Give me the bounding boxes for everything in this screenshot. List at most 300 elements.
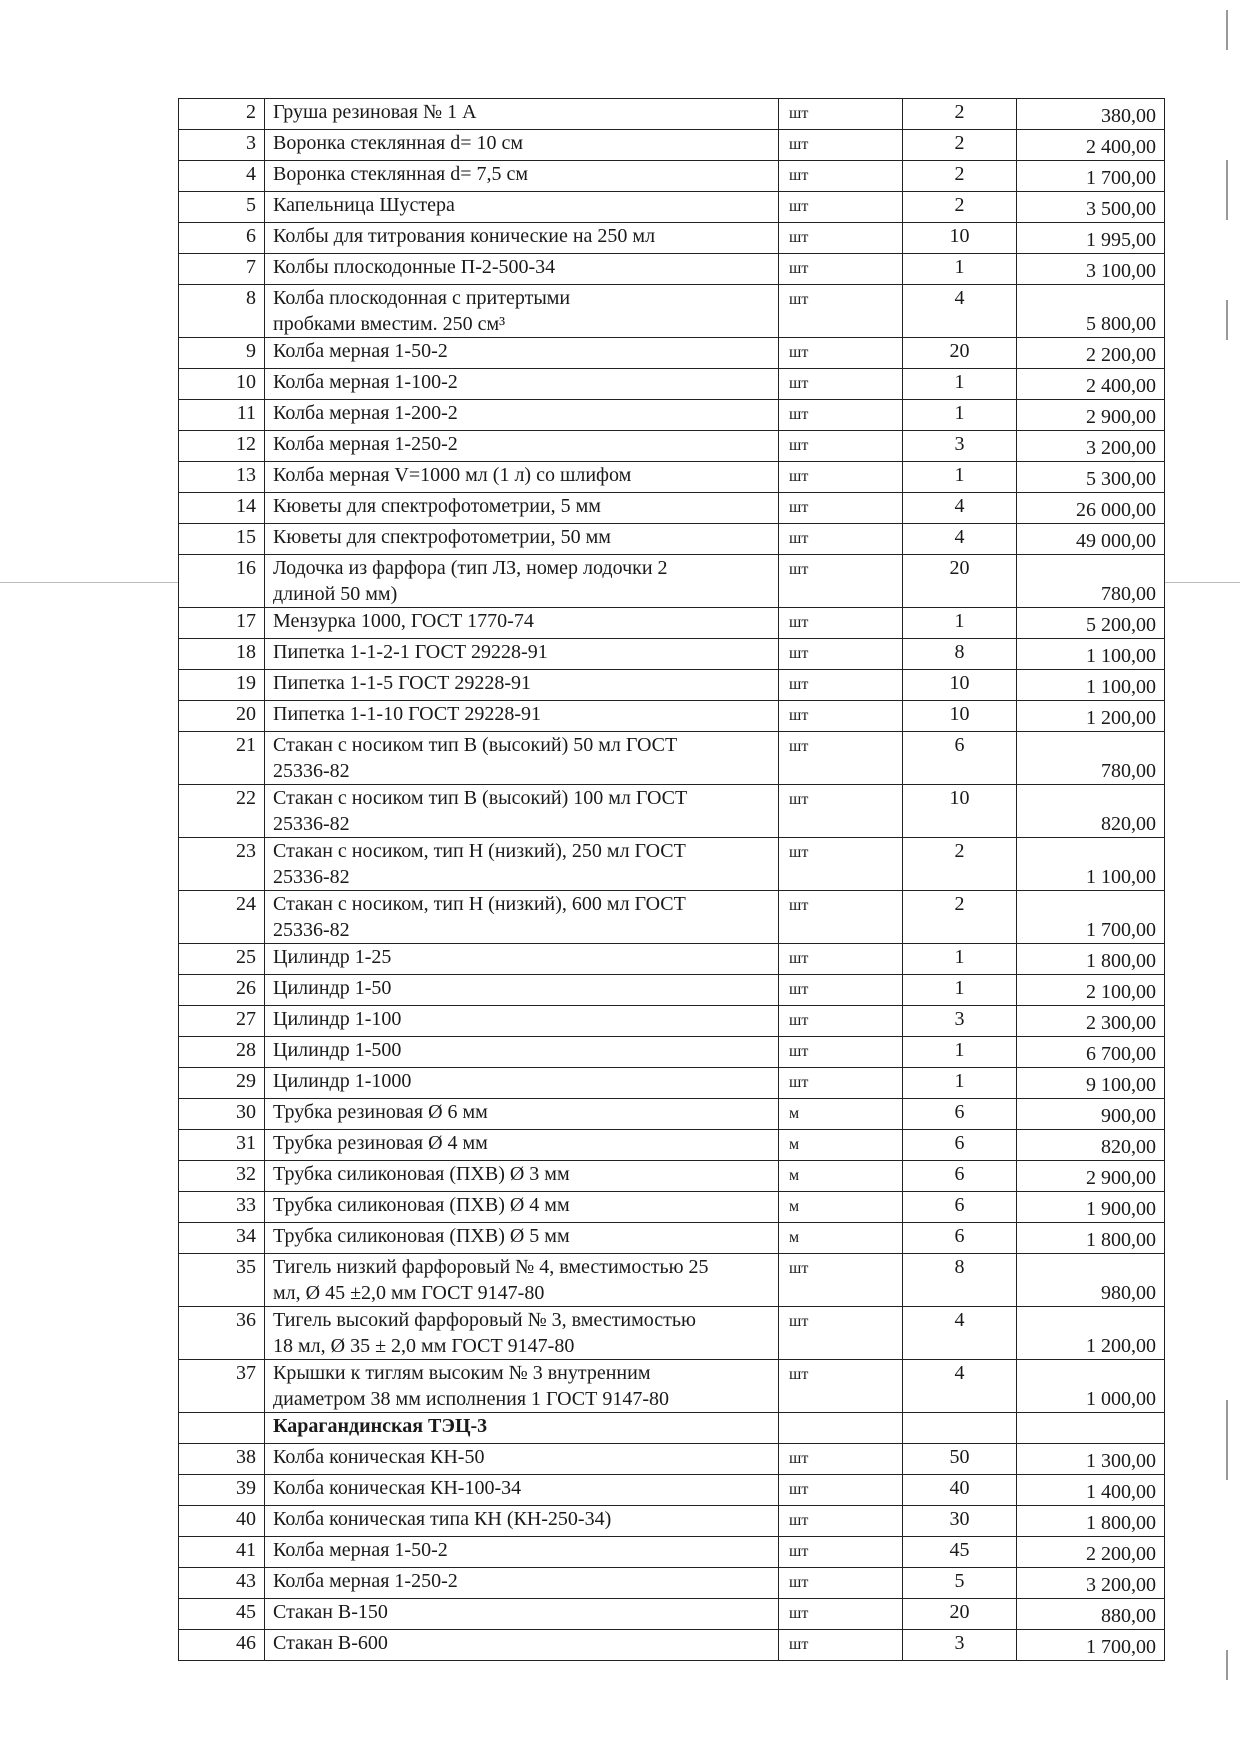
unit-cell: шт <box>779 1475 903 1506</box>
items-table-body <box>179 99 1165 1661</box>
item-name-line: Колба мерная 1-250-2 <box>273 433 458 455</box>
row-number: 30 <box>179 1099 265 1130</box>
price-cell: 2 400,00 <box>1017 369 1165 400</box>
quantity-cell: 2 <box>903 99 1017 130</box>
unit-cell: шт <box>779 1307 903 1360</box>
row-number: 25 <box>179 944 265 975</box>
row-number: 7 <box>179 254 265 285</box>
table-row <box>179 493 1165 524</box>
row-number: 15 <box>179 524 265 555</box>
quantity-cell: 1 <box>903 254 1017 285</box>
item-name-line: 25336-82 <box>273 760 350 782</box>
row-number: 22 <box>179 785 265 838</box>
table-row <box>179 1068 1165 1099</box>
row-number: 6 <box>179 223 265 254</box>
table-row <box>179 732 1165 785</box>
item-name-line: Пипетка 1-1-5 ГОСТ 29228-91 <box>273 672 532 694</box>
item-name-line: Цилиндр 1-25 <box>273 946 392 968</box>
row-number: 21 <box>179 732 265 785</box>
price-cell: 380,00 <box>1017 99 1165 130</box>
price-cell: 1 700,00 <box>1017 891 1165 944</box>
quantity-cell: 2 <box>903 130 1017 161</box>
table-row <box>179 254 1165 285</box>
row-number: 5 <box>179 192 265 223</box>
item-name-line: Тигель низкий фарфоровый № 4, вместимостью 25 <box>273 1256 709 1278</box>
item-name-line: Капельница Шустера <box>273 194 455 216</box>
unit-cell: шт <box>779 1037 903 1068</box>
unit-cell: шт <box>779 223 903 254</box>
row-number: 19 <box>179 670 265 701</box>
item-name-line: Колбы плоскодонные П-2-500-34 <box>273 256 556 278</box>
unit-cell: м <box>779 1130 903 1161</box>
unit-cell: шт <box>779 369 903 400</box>
item-name-line: Колбы для титрования конические на 250 мл <box>273 225 656 247</box>
section-header-row <box>179 1413 1165 1444</box>
table-row <box>179 608 1165 639</box>
item-name-line: Колба мерная 1-100-2 <box>273 371 458 393</box>
item-name <box>265 462 779 493</box>
price-cell: 3 100,00 <box>1017 254 1165 285</box>
row-number: 33 <box>179 1192 265 1223</box>
table-row <box>179 431 1165 462</box>
quantity-cell: 6 <box>903 1223 1017 1254</box>
unit-cell <box>779 1413 903 1444</box>
unit-cell: шт <box>779 431 903 462</box>
item-name-line: 25336-82 <box>273 813 350 835</box>
item-name <box>265 1568 779 1599</box>
item-name <box>265 891 779 944</box>
item-name-line: Колба коническая КН-100-34 <box>273 1477 522 1499</box>
item-name-line: Тигель высокий фарфоровый № 3, вместимостью <box>273 1309 696 1331</box>
unit-cell: шт <box>779 1506 903 1537</box>
table-row <box>179 944 1165 975</box>
row-number: 40 <box>179 1506 265 1537</box>
unit-cell: шт <box>779 838 903 891</box>
unit-cell: шт <box>779 400 903 431</box>
item-name-line: Цилиндр 1-1000 <box>273 1070 412 1092</box>
item-name-line: 25336-82 <box>273 919 350 941</box>
item-name <box>265 1475 779 1506</box>
section-title <box>265 1413 779 1444</box>
item-name-line: Пипетка 1-1-2-1 ГОСТ 29228-91 <box>273 641 548 663</box>
item-name-line: Стакан с носиком, тип Н (низкий), 600 мл ГОСТ <box>273 893 686 915</box>
item-name <box>265 369 779 400</box>
item-name-line: Трубка резиновая Ø 6 мм <box>273 1101 488 1123</box>
unit-cell: шт <box>779 891 903 944</box>
unit-cell: шт <box>779 1254 903 1307</box>
unit-cell: шт <box>779 1360 903 1413</box>
table-row <box>179 1630 1165 1661</box>
price-cell: 1 800,00 <box>1017 944 1165 975</box>
table-row <box>179 1599 1165 1630</box>
table-row <box>179 1506 1165 1537</box>
quantity-cell: 1 <box>903 944 1017 975</box>
item-name <box>265 285 779 338</box>
table-row <box>179 639 1165 670</box>
item-name-line: Воронка стеклянная d= 7,5 см <box>273 163 529 185</box>
table-row <box>179 369 1165 400</box>
unit-cell: шт <box>779 99 903 130</box>
unit-cell: шт <box>779 1568 903 1599</box>
table-row <box>179 670 1165 701</box>
item-name-line: Трубка резиновая Ø 4 мм <box>273 1132 488 1154</box>
item-name <box>265 161 779 192</box>
unit-cell: шт <box>779 1006 903 1037</box>
quantity-cell: 6 <box>903 1192 1017 1223</box>
price-cell: 1 700,00 <box>1017 161 1165 192</box>
unit-cell: шт <box>779 1630 903 1661</box>
unit-cell: шт <box>779 254 903 285</box>
item-name <box>265 99 779 130</box>
row-number: 11 <box>179 400 265 431</box>
table-row <box>179 338 1165 369</box>
item-name <box>265 838 779 891</box>
table-row <box>179 1568 1165 1599</box>
quantity-cell: 8 <box>903 1254 1017 1307</box>
item-name-line: 25336-82 <box>273 866 350 888</box>
quantity-cell: 4 <box>903 493 1017 524</box>
item-name <box>265 1223 779 1254</box>
quantity-cell: 10 <box>903 701 1017 732</box>
price-cell: 1 900,00 <box>1017 1192 1165 1223</box>
table-row <box>179 285 1165 338</box>
unit-cell: шт <box>779 285 903 338</box>
unit-cell: шт <box>779 493 903 524</box>
item-name-line: Колба мерная V=1000 мл (1 л) со шлифом <box>273 464 632 486</box>
price-cell: 1 200,00 <box>1017 701 1165 732</box>
unit-cell: шт <box>779 130 903 161</box>
row-number: 24 <box>179 891 265 944</box>
unit-cell: шт <box>779 1599 903 1630</box>
row-number: 27 <box>179 1006 265 1037</box>
item-name <box>265 732 779 785</box>
item-name <box>265 1506 779 1537</box>
quantity-cell: 4 <box>903 1307 1017 1360</box>
price-cell: 900,00 <box>1017 1099 1165 1130</box>
price-cell: 1 800,00 <box>1017 1223 1165 1254</box>
row-number: 18 <box>179 639 265 670</box>
item-name <box>265 192 779 223</box>
quantity-cell: 4 <box>903 285 1017 338</box>
item-name <box>265 338 779 369</box>
item-name <box>265 1099 779 1130</box>
item-name-line: Колба коническая типа КН (КН-250-34) <box>273 1508 612 1530</box>
item-name <box>265 400 779 431</box>
quantity-cell: 2 <box>903 838 1017 891</box>
item-name-line: Лодочка из фарфора (тип ЛЗ, номер лодочки 2 <box>273 557 668 579</box>
item-name-line: Стакан с носиком тип В (высокий) 100 мл ГОСТ <box>273 787 688 809</box>
unit-cell: шт <box>779 161 903 192</box>
item-name <box>265 670 779 701</box>
unit-cell: шт <box>779 732 903 785</box>
item-name-line: Стакан В-600 <box>273 1632 388 1654</box>
table-row <box>179 161 1165 192</box>
quantity-cell: 1 <box>903 462 1017 493</box>
item-name <box>265 1037 779 1068</box>
item-name-line: Трубка силиконовая (ПХВ) Ø 3 мм <box>273 1163 570 1185</box>
table-row <box>179 192 1165 223</box>
item-name <box>265 1360 779 1413</box>
quantity-cell: 6 <box>903 732 1017 785</box>
quantity-cell: 6 <box>903 1130 1017 1161</box>
quantity-cell: 1 <box>903 975 1017 1006</box>
row-number: 10 <box>179 369 265 400</box>
quantity-cell: 2 <box>903 192 1017 223</box>
table-row <box>179 1307 1165 1360</box>
items-table <box>178 98 1165 1661</box>
quantity-cell: 10 <box>903 785 1017 838</box>
price-cell: 5 300,00 <box>1017 462 1165 493</box>
row-number: 32 <box>179 1161 265 1192</box>
item-name-line: 18 мл, Ø 35 ± 2,0 мм ГОСТ 9147-80 <box>273 1335 575 1357</box>
quantity-cell: 6 <box>903 1099 1017 1130</box>
item-name <box>265 254 779 285</box>
price-cell: 2 400,00 <box>1017 130 1165 161</box>
item-name <box>265 555 779 608</box>
item-name <box>265 608 779 639</box>
price-cell: 1 100,00 <box>1017 639 1165 670</box>
item-name-line: Пипетка 1-1-10 ГОСТ 29228-91 <box>273 703 542 725</box>
table-row <box>179 1537 1165 1568</box>
price-cell: 780,00 <box>1017 732 1165 785</box>
item-name-line: Воронка стеклянная d= 10 см <box>273 132 524 154</box>
unit-cell: шт <box>779 670 903 701</box>
unit-cell: шт <box>779 462 903 493</box>
quantity-cell: 6 <box>903 1161 1017 1192</box>
unit-cell: м <box>779 1223 903 1254</box>
quantity-cell: 3 <box>903 1630 1017 1661</box>
unit-cell: шт <box>779 338 903 369</box>
price-cell: 1 700,00 <box>1017 1630 1165 1661</box>
item-name-line: пробками вместим. 250 см³ <box>273 313 506 335</box>
item-name-line: Колба мерная 1-50-2 <box>273 340 448 362</box>
row-number: 12 <box>179 431 265 462</box>
unit-cell: шт <box>779 1444 903 1475</box>
price-cell: 1 100,00 <box>1017 670 1165 701</box>
price-cell: 820,00 <box>1017 1130 1165 1161</box>
unit-cell: шт <box>779 639 903 670</box>
row-number: 43 <box>179 1568 265 1599</box>
quantity-cell: 1 <box>903 369 1017 400</box>
table-row <box>179 400 1165 431</box>
price-cell: 1 300,00 <box>1017 1444 1165 1475</box>
row-number: 9 <box>179 338 265 369</box>
unit-cell: шт <box>779 975 903 1006</box>
quantity-cell <box>903 1413 1017 1444</box>
row-number: 45 <box>179 1599 265 1630</box>
row-number: 16 <box>179 555 265 608</box>
table-row <box>179 555 1165 608</box>
row-number: 35 <box>179 1254 265 1307</box>
unit-cell: шт <box>779 608 903 639</box>
row-number: 37 <box>179 1360 265 1413</box>
quantity-cell: 20 <box>903 338 1017 369</box>
row-number <box>179 1413 265 1444</box>
item-name <box>265 1006 779 1037</box>
table-row <box>179 462 1165 493</box>
table-row <box>179 1099 1165 1130</box>
quantity-cell: 45 <box>903 1537 1017 1568</box>
item-name <box>265 1068 779 1099</box>
quantity-cell: 5 <box>903 1568 1017 1599</box>
unit-cell: шт <box>779 524 903 555</box>
price-cell: 3 200,00 <box>1017 431 1165 462</box>
item-name <box>265 524 779 555</box>
price-cell: 1 000,00 <box>1017 1360 1165 1413</box>
item-name-line: Колба плоскодонная с притертыми <box>273 287 571 309</box>
item-name-line: Трубка силиконовая (ПХВ) Ø 4 мм <box>273 1194 570 1216</box>
price-cell: 3 200,00 <box>1017 1568 1165 1599</box>
item-name <box>265 223 779 254</box>
price-cell: 6 700,00 <box>1017 1037 1165 1068</box>
price-cell: 2 900,00 <box>1017 400 1165 431</box>
price-cell: 5 800,00 <box>1017 285 1165 338</box>
item-name-line: Мензурка 1000, ГОСТ 1770-74 <box>273 610 534 632</box>
item-name-line: Колба коническая КН-50 <box>273 1446 485 1468</box>
row-number: 46 <box>179 1630 265 1661</box>
item-name <box>265 1599 779 1630</box>
row-number: 36 <box>179 1307 265 1360</box>
item-name <box>265 1130 779 1161</box>
item-name <box>265 701 779 732</box>
quantity-cell: 1 <box>903 1068 1017 1099</box>
quantity-cell: 3 <box>903 1006 1017 1037</box>
item-name-line: Кюветы для спектрофотометрии, 50 мм <box>273 526 611 548</box>
item-name-line: Колба мерная 1-250-2 <box>273 1570 458 1592</box>
quantity-cell: 2 <box>903 161 1017 192</box>
quantity-cell: 40 <box>903 1475 1017 1506</box>
price-cell: 2 900,00 <box>1017 1161 1165 1192</box>
unit-cell: м <box>779 1192 903 1223</box>
item-name <box>265 1630 779 1661</box>
unit-cell: м <box>779 1099 903 1130</box>
table-row <box>179 524 1165 555</box>
item-name <box>265 1254 779 1307</box>
table-row <box>179 1037 1165 1068</box>
unit-cell: шт <box>779 1068 903 1099</box>
item-name-line: длиной 50 мм) <box>273 583 398 605</box>
price-cell: 1 995,00 <box>1017 223 1165 254</box>
row-number: 13 <box>179 462 265 493</box>
row-number: 38 <box>179 1444 265 1475</box>
row-number: 14 <box>179 493 265 524</box>
table-row <box>179 1223 1165 1254</box>
table-row <box>179 1360 1165 1413</box>
item-name <box>265 944 779 975</box>
item-name <box>265 1161 779 1192</box>
item-name-line: Трубка силиконовая (ПХВ) Ø 5 мм <box>273 1225 570 1247</box>
price-cell: 2 200,00 <box>1017 1537 1165 1568</box>
quantity-cell: 2 <box>903 891 1017 944</box>
price-cell: 2 200,00 <box>1017 338 1165 369</box>
price-cell: 820,00 <box>1017 785 1165 838</box>
item-name-line: Груша резиновая № 1 А <box>273 101 477 123</box>
table-row <box>179 1130 1165 1161</box>
price-cell: 1 800,00 <box>1017 1506 1165 1537</box>
unit-cell: шт <box>779 701 903 732</box>
item-name <box>265 1444 779 1475</box>
price-cell: 9 100,00 <box>1017 1068 1165 1099</box>
scan-dotted-line <box>0 582 178 583</box>
price-cell: 3 500,00 <box>1017 192 1165 223</box>
item-name-line: Стакан с носиком, тип Н (низкий), 250 мл ГОСТ <box>273 840 686 862</box>
item-name-line: Цилиндр 1-500 <box>273 1039 402 1061</box>
row-number: 29 <box>179 1068 265 1099</box>
table-row <box>179 838 1165 891</box>
price-cell: 5 200,00 <box>1017 608 1165 639</box>
item-name <box>265 130 779 161</box>
price-cell: 1 400,00 <box>1017 1475 1165 1506</box>
quantity-cell: 50 <box>903 1444 1017 1475</box>
quantity-cell: 10 <box>903 223 1017 254</box>
table-row <box>179 130 1165 161</box>
quantity-cell: 20 <box>903 555 1017 608</box>
quantity-cell: 1 <box>903 608 1017 639</box>
quantity-cell: 20 <box>903 1599 1017 1630</box>
row-number: 2 <box>179 99 265 130</box>
price-cell <box>1017 1413 1165 1444</box>
row-number: 20 <box>179 701 265 732</box>
price-cell: 1 100,00 <box>1017 838 1165 891</box>
table-row <box>179 891 1165 944</box>
item-name-line: диаметром 38 мм исполнения 1 ГОСТ 9147-80 <box>273 1388 670 1410</box>
price-cell: 26 000,00 <box>1017 493 1165 524</box>
unit-cell: шт <box>779 1537 903 1568</box>
row-number: 8 <box>179 285 265 338</box>
table-row <box>179 1192 1165 1223</box>
quantity-cell: 10 <box>903 670 1017 701</box>
item-name <box>265 639 779 670</box>
row-number: 39 <box>179 1475 265 1506</box>
price-cell: 49 000,00 <box>1017 524 1165 555</box>
quantity-cell: 30 <box>903 1506 1017 1537</box>
row-number: 3 <box>179 130 265 161</box>
item-name-line: Цилиндр 1-50 <box>273 977 392 999</box>
item-name <box>265 1537 779 1568</box>
quantity-cell: 4 <box>903 1360 1017 1413</box>
price-cell: 1 200,00 <box>1017 1307 1165 1360</box>
item-name <box>265 975 779 1006</box>
scan-margin-marks <box>1216 0 1232 1754</box>
table-row <box>179 99 1165 130</box>
item-name-line: Колба мерная 1-200-2 <box>273 402 458 424</box>
item-name-line: Стакан В-150 <box>273 1601 388 1623</box>
item-name <box>265 431 779 462</box>
row-number: 23 <box>179 838 265 891</box>
item-name-line: Кюветы для спектрофотометрии, 5 мм <box>273 495 601 517</box>
unit-cell: шт <box>779 944 903 975</box>
row-number: 28 <box>179 1037 265 1068</box>
row-number: 31 <box>179 1130 265 1161</box>
unit-cell: шт <box>779 192 903 223</box>
unit-cell: м <box>779 1161 903 1192</box>
quantity-cell: 1 <box>903 1037 1017 1068</box>
item-name <box>265 1192 779 1223</box>
quantity-cell: 1 <box>903 400 1017 431</box>
item-name <box>265 1307 779 1360</box>
item-name-line: Карагандинская ТЭЦ-3 <box>273 1415 488 1437</box>
item-name-line: Крышки к тиглям высоким № 3 внутренним <box>273 1362 651 1384</box>
table-row <box>179 1444 1165 1475</box>
table-row <box>179 1006 1165 1037</box>
quantity-cell: 8 <box>903 639 1017 670</box>
row-number: 17 <box>179 608 265 639</box>
price-cell: 980,00 <box>1017 1254 1165 1307</box>
row-number: 41 <box>179 1537 265 1568</box>
item-name <box>265 785 779 838</box>
price-cell: 2 300,00 <box>1017 1006 1165 1037</box>
table-row <box>179 975 1165 1006</box>
